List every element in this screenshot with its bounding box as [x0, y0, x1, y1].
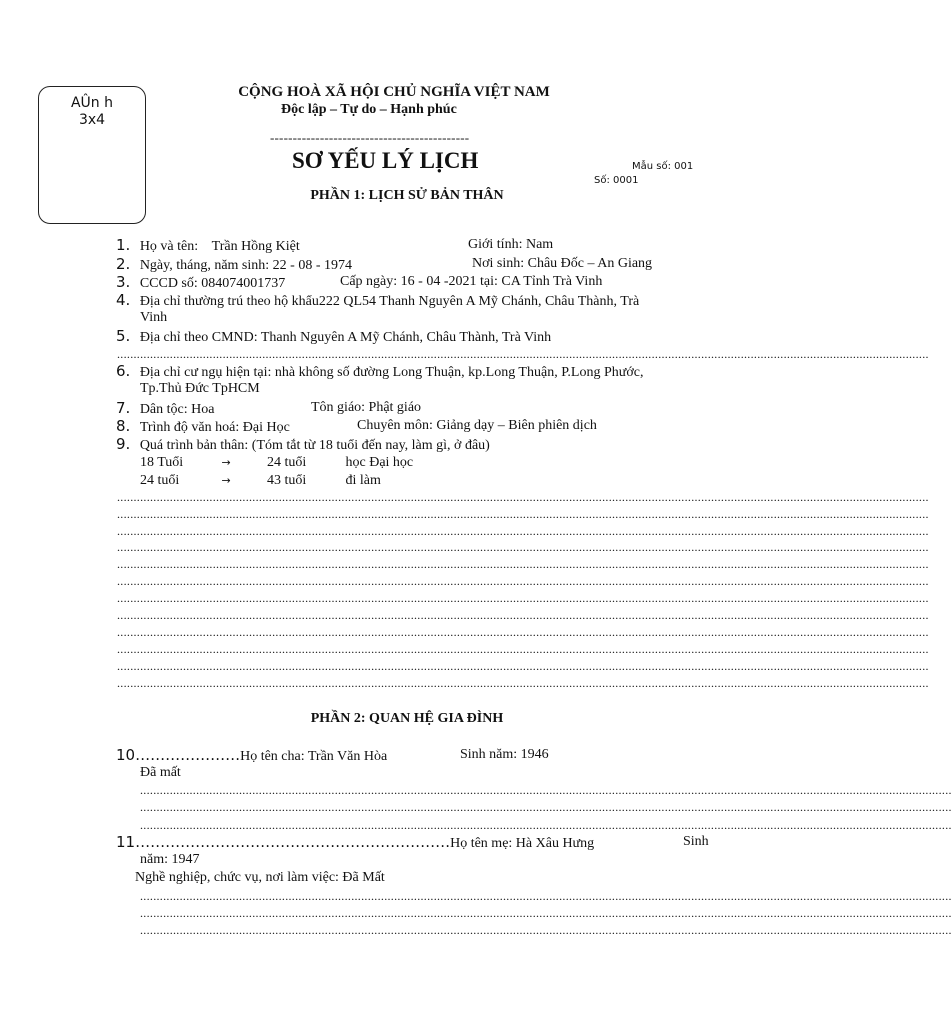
dotted-line: ...................................................................................................................................................................................................................................................... — [117, 524, 929, 538]
item-number: 5. — [116, 327, 131, 345]
history-label: Quá trình bản thân: (Tóm tắt từ 18 tuổi đến nay, làm gì, ở đâu) — [139, 438, 490, 453]
dotted-line: ...................................................................................................................................................................................................................................................... — [117, 557, 929, 571]
mother-birth-label: Sinh — [683, 834, 709, 849]
item-10 — [116, 746, 387, 765]
item-3 — [116, 273, 285, 292]
dotted-line: ...................................................................................................................................................................................................................................................... — [117, 490, 929, 504]
dotted-line: ...................................................................................................................................................................................................................................................... — [117, 659, 929, 673]
item-number: 2. — [116, 255, 131, 273]
cmnd-address: Địa chỉ theo CMND: Thanh Nguyên A Mỹ Chánh, Châu Thành, Trà Vinh — [139, 330, 552, 345]
item-2 — [116, 255, 352, 274]
item-number: 7. — [116, 399, 131, 417]
country-name: CỘNG HOÀ XÃ HỘI CHỦ NGHĨA VIỆT NAM — [238, 84, 550, 100]
father-number: 10………………… — [116, 746, 241, 764]
father-name: Họ tên cha: Trần Văn Hòa — [240, 749, 388, 764]
item-number: 9. — [116, 435, 131, 453]
motto: Độc lập – Tự do – Hạnh phúc — [281, 102, 457, 117]
history-from: 24 tuổi — [140, 473, 180, 488]
item-4 — [116, 291, 639, 310]
item-8 — [116, 417, 290, 436]
part2-title: PHẦN 2: QUAN HỆ GIA ĐÌNH — [310, 711, 504, 726]
history-row — [140, 473, 381, 489]
mother-number: 11……………………………………………………… — [116, 833, 451, 851]
dotted-line: ...................................................................................................................................................................................................................................................... — [117, 574, 929, 588]
part1-title: PHẦN 1: LỊCH SỬ BẢN THÂN — [310, 188, 504, 203]
id-number: CCCD số: 084074001737 — [139, 276, 286, 291]
gender: Giới tính: Nam — [468, 237, 554, 252]
dotted-line: ...................................................................................................................................................................................................................................................... — [117, 625, 929, 639]
dotted-line: ...................................................................................................................................................................................................................................................... — [140, 889, 952, 903]
permanent-address: Địa chỉ thường trú theo hộ khẩu222 QL54 Thanh Nguyên A Mỹ Chánh, Châu Thành, Trà — [139, 294, 640, 309]
photo-size: 3x4 — [78, 112, 106, 128]
religion: Tôn giáo: Phật giáo — [311, 400, 422, 415]
id-issue-info: Cấp ngày: 16 - 04 -2021 tại: CA Tỉnh Trà Vinh — [340, 274, 603, 289]
header-rule: -------------------------------------------- — [270, 130, 470, 145]
item-number: 4. — [116, 291, 131, 309]
item-number: 1. — [116, 236, 131, 254]
mother-occupation: Nghề nghiệp, chức vụ, nơi làm việc: Đã Mất — [135, 870, 385, 885]
dotted-line: ...................................................................................................................................................................................................................................................... — [117, 591, 929, 605]
item-number: 3. — [116, 273, 131, 291]
dotted-line: ...................................................................................................................................................................................................................................................... — [140, 818, 952, 832]
dotted-line: ...................................................................................................................................................................................................................................................... — [117, 676, 929, 690]
dotted-line: ...................................................................................................................................................................................................................................................... — [117, 642, 929, 656]
birthplace: Nơi sinh: Châu Đốc – An Giang — [472, 256, 653, 271]
mother-birth-year: năm: 1947 — [140, 852, 200, 867]
history-activity: học Đại học — [345, 455, 414, 470]
mother-name: Họ tên mẹ: Hà Xâu Hưng — [450, 836, 595, 851]
dotted-line: ...................................................................................................................................................................................................................................................... — [117, 507, 929, 521]
father-birth-year: Sinh năm: 1946 — [460, 747, 549, 762]
dotted-line: ...................................................................................................................................................................................................................................................... — [117, 347, 929, 361]
specialty: Chuyên môn: Giảng dạy – Biên phiên dịch — [357, 418, 597, 433]
item-6 — [116, 362, 643, 381]
sequence-number: Số: 0001 — [594, 175, 639, 186]
name-value: Trần Hồng Kiệt — [211, 239, 300, 254]
dotted-line: ...................................................................................................................................................................................................................................................... — [117, 540, 929, 554]
current-address: Địa chỉ cư ngụ hiện tại: nhà không số đường Long Thuận, kp.Long Thuận, P.Long Phước, — [139, 365, 644, 380]
item-5 — [116, 327, 551, 346]
document-title: SƠ YẾU LÝ LỊCH — [292, 148, 479, 173]
education-level: Trình độ văn hoá: Đại Học — [139, 420, 290, 435]
ethnicity: Dân tộc: Hoa — [139, 402, 215, 417]
current-address-cont: Tp.Thủ Đức TpHCM — [140, 381, 260, 396]
arrow-icon: → — [221, 474, 231, 487]
photo-label: AÛn h — [70, 95, 114, 111]
father-status: Đã mất — [140, 765, 181, 780]
dotted-line: ...................................................................................................................................................................................................................................................... — [140, 906, 952, 920]
item-11 — [116, 833, 594, 852]
history-row — [140, 455, 413, 471]
name-label: Họ và tên: — [139, 239, 199, 254]
history-to: 24 tuổi — [267, 455, 307, 470]
history-from: 18 Tuổi — [140, 455, 184, 470]
dotted-line: ...................................................................................................................................................................................................................................................... — [140, 923, 952, 937]
item-number: 8. — [116, 417, 131, 435]
item-number: 6. — [116, 362, 131, 380]
dotted-line: ...................................................................................................................................................................................................................................................... — [140, 783, 952, 797]
dotted-line: ...................................................................................................................................................................................................................................................... — [140, 800, 952, 814]
arrow-icon: → — [221, 456, 231, 469]
history-activity: đi làm — [345, 473, 381, 488]
dotted-line: ...................................................................................................................................................................................................................................................... — [117, 608, 929, 622]
item-7 — [116, 399, 214, 418]
item-1 — [116, 236, 300, 255]
permanent-address-cont: Vinh — [140, 310, 168, 325]
form-number: Mẫu số: 001 — [632, 161, 694, 172]
date-of-birth: Ngày, tháng, năm sinh: 22 - 08 - 1974 — [139, 258, 352, 273]
item-9 — [116, 435, 490, 454]
history-to: 43 tuổi — [267, 473, 307, 488]
